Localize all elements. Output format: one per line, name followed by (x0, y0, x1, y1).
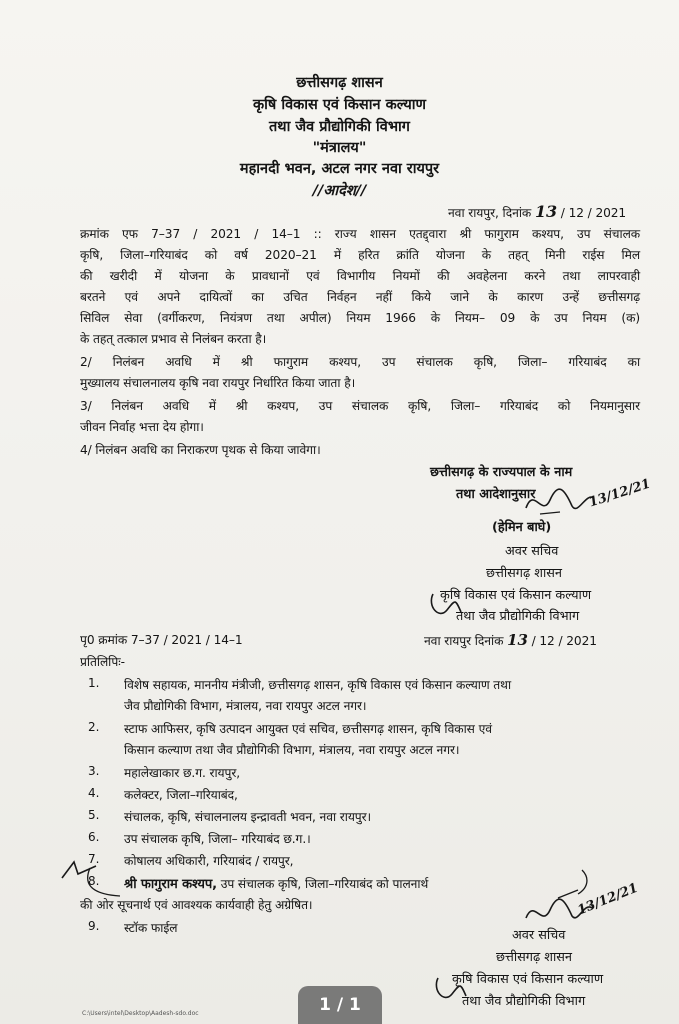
endorsement-date (424, 631, 597, 649)
signature1-name: (हेमिन बाघे) (492, 520, 552, 535)
order-date (448, 202, 626, 221)
order-para1-line: क्रमांक एफ 7–37 / 2021 / 14–1 :: राज्य शासन एतद्द्वारा श्री फागुराम कश्यप, उप संचालक (80, 227, 640, 241)
copy-item-text: स्टॉक फाईल (124, 921, 178, 935)
copy-item-number: 6. (88, 830, 100, 844)
order-date-prefix: नवा रायपुर, दिनांक (448, 206, 532, 220)
copy-item-number: 1. (88, 676, 100, 690)
order-para1-line: बरतने एवं अपने दायित्वों का उचित निर्वहन नहीं किये जाने के कारण उन्हें छत्तीसगढ़ (80, 290, 640, 304)
copy-item-number: 3. (88, 764, 100, 778)
endorsement-date-day: 13 (507, 631, 528, 649)
header-government: छत्तीसगढ़ शासन (296, 75, 383, 91)
order-para3-line: 3/ निलंबन अवधि में श्री कश्यप, उप संचालक कृषि, जिला– गरियाबंद को नियमानुसार (80, 399, 640, 413)
copy-item-text: महालेखाकार छ.ग. रायपुर, (124, 766, 240, 780)
copy-item-text: जैव प्रौद्योगिकी विभाग, मंत्रालय, नवा रायपुर अटल नगर। (124, 699, 367, 713)
copy-item-8-bold: श्री फागुराम कश्यप, (124, 877, 217, 892)
footer-file-path: C:\Users\intel\Desktop\Aadesh-sdo.doc (82, 1010, 199, 1017)
signature1-line1: छत्तीसगढ़ के राज्यपाल के नाम (430, 465, 573, 480)
header-address: महानदी भवन, अटल नगर नवा रायपुर (239, 161, 440, 177)
copy-item-number: 4. (88, 786, 100, 800)
endorsement-date-rest: / 12 / 2021 (531, 634, 597, 648)
order-para4: 4/ निलंबन अवधि का निराकरण पृथक से किया जावेगा। (80, 443, 321, 457)
copy-item-number: 2. (88, 720, 100, 734)
order-para3-last: जीवन निर्वाह भत्ता देय होगा। (80, 420, 204, 434)
order-date-rest: / 12 / 2021 (560, 206, 627, 220)
header-department-2: तथा जैव प्रौद्योगिकी विभाग (269, 119, 410, 135)
copy-item-text: किसान कल्याण तथा जैव प्रौद्योगिकी विभाग, मंत्रालय, नवा रायपुर अटल नगर। (124, 743, 460, 757)
order-date-day: 13 (534, 202, 558, 221)
signature1-gov: छत्तीसगढ़ शासन (486, 566, 563, 581)
order-title: //आदेश// (312, 183, 367, 199)
signature1-initial-mark (425, 590, 465, 624)
copy-item-text: संचालक, कृषि, संचालनालय इन्द्रावती भवन, नवा रायपुर। (124, 810, 372, 824)
copy-item-number: 8. (88, 874, 100, 888)
copy-item-text: उप संचालक कृषि, जिला– गरियाबंद छ.ग.। (124, 832, 311, 846)
header-mantralaya: "मंत्रालय" (312, 140, 367, 156)
signature2-dept1: कृषि विकास एवं किसान कल्याण (452, 972, 604, 987)
copy-item-number: 7. (88, 852, 100, 866)
copy-item-8-rest: उप संचालक कृषि, जिला–गरियाबंद को पालनार्थ (220, 877, 429, 891)
order-para1-line: की खरीदी में योजना के प्रावधानों एवं विभागीय नियमों की अवहेलना करने तथा लापरवाही (80, 269, 640, 283)
copy-item-text: विशेष सहायक, माननीय मंत्रीजी, छत्तीसगढ़ शासन, कृषि विकास एवं किसान कल्याण तथा (124, 678, 511, 692)
signature1-dept1: कृषि विकास एवं किसान कल्याण (440, 588, 592, 603)
signature2-gov: छत्तीसगढ़ शासन (496, 950, 573, 965)
signature1-handwritten-date: 13/12/21 (587, 476, 653, 511)
signature1-designation: अवर सचिव (505, 544, 559, 559)
order-para2-line: 2/ निलंबन अवधि में श्री फागुराम कश्यप, उप संचालक कृषि, जिला– गरियाबंद का (80, 355, 640, 369)
order-para1-line: सिविल सेवा (वर्गीकरण, नियंत्रण तथा अपील) नियम 1966 के नियम– 09 के उप नियम (क) (80, 311, 640, 325)
order-para1-line: कृषि, जिला–गरियाबंद को वर्ष 2020–21 में हरित क्रांति योजना के तहत् मिनी राईस मिल (80, 248, 640, 262)
copy-item-number: 9. (88, 919, 100, 933)
header-department: कृषि विकास एवं किसान कल्याण (253, 97, 426, 113)
copy-item-text: स्टाफ आफिसर, कृषि उत्पादन आयुक्त एवं सचिव, छत्तीसगढ़ शासन, कृषि विकास एवं (124, 722, 492, 736)
endorsement-number: पृ0 क्रमांक 7–37 / 2021 / 14–1 (80, 633, 243, 647)
copy-item-text: कोषालय अधिकारी, गरियाबंद / रायपुर, (124, 854, 294, 868)
signature2-initial-mark (430, 974, 470, 1008)
copy-item-8-line2: की ओर सूचनार्थ एवं आवश्यक कार्यवाही हेतु अग्रेषित। (80, 898, 313, 912)
signature2-handwritten-date: 13/12/21 (575, 880, 641, 919)
copy-to-label: प्रतिलिपिः- (80, 655, 125, 669)
signature1-line2: तथा आदेशानुसार (456, 487, 536, 502)
signature2-designation: अवर सचिव (512, 928, 566, 943)
copy-item-text: कलेक्टर, जिला–गरियाबंद, (124, 788, 238, 802)
endorsement-date-prefix: नवा रायपुर दिनांक (424, 634, 504, 648)
copy-item-number: 5. (88, 808, 100, 822)
order-para1-last: के तहत् तत्काल प्रभाव से निलंबन करता है। (80, 332, 267, 346)
signature2-dept2: तथा जैव प्रौद्योगिकी विभाग (462, 994, 586, 1009)
page-indicator[interactable]: 1 / 1 (298, 986, 382, 1024)
signature1-dept2: तथा जैव प्रौद्योगिकी विभाग (456, 609, 580, 624)
order-para2-last: मुख्यालय संचालनालय कृषि नवा रायपुर निर्धारित किया जाता है। (80, 376, 356, 390)
